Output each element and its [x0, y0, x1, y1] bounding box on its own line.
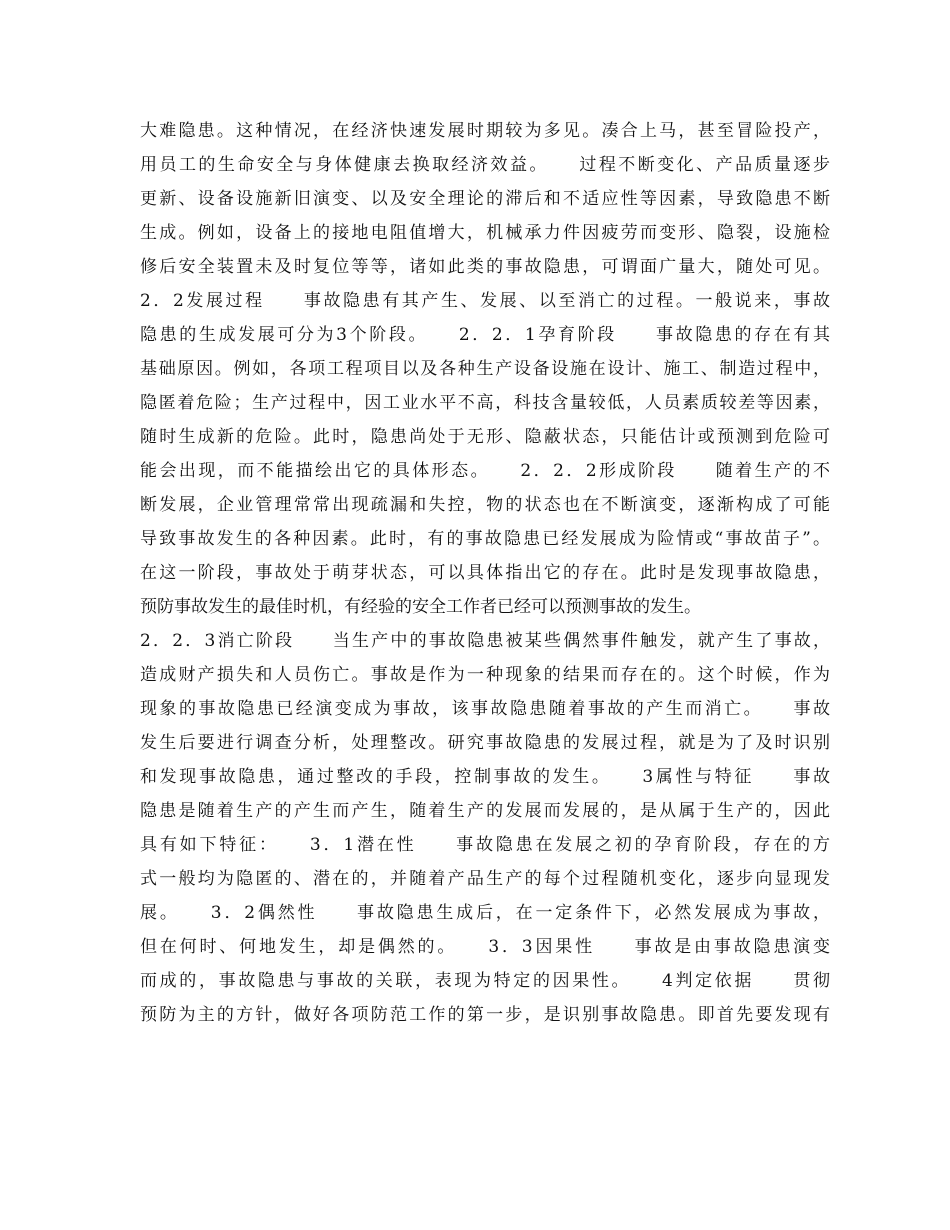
text-line: 展。 3．2偶然性 事故隐患生成后，在一定条件下，必然发展成为事故，	[140, 903, 830, 923]
body-text	[140, 114, 830, 1032]
text-line: 发生后要进行调查分析，处理整改。研究事故隐患的发展过程，就是为了及时识别	[140, 733, 830, 753]
text-line: 生成。例如，设备上的接地电阻值增大，机械承力件因疲劳而变形、隐裂，设施检	[140, 223, 830, 243]
text-line: 大难隐患。这种情况，在经济快速发展时期较为多见。凑合上马，甚至冒险投产，	[140, 121, 830, 141]
text-line: 2．2发展过程 事故隐患有其产生、发展、以至消亡的过程。一般说来，事故	[140, 291, 830, 311]
text-line: 基础原因。例如，各项工程项目以及各种生产设备设施在设计、施工、制造过程中，	[140, 359, 830, 379]
text-line: 2．2．3消亡阶段 当生产中的事故隐患被某些偶然事件触发，就产生了事故，	[140, 631, 830, 651]
text-line: 预防事故发生的最佳时机，有经验的安全工作者已经可以预测事故的发生。	[140, 597, 701, 617]
text-line: 和发现事故隐患，通过整改的手段，控制事故的发生。 3属性与特征 事故	[140, 767, 830, 787]
text-line: 式一般均为隐匿的、潜在的，并随着产品生产的每个过程随机变化，逐步向显现发	[140, 869, 830, 889]
text-line: 但在何时、何地发生，却是偶然的。 3．3因果性 事故是由事故隐患演变	[140, 937, 830, 957]
text-line: 具有如下特征： 3．1潜在性 事故隐患在发展之初的孕育阶段，存在的方	[140, 835, 830, 855]
text-line: 导致事故发生的各种因素。此时，有的事故隐患已经发展成为险情或“事故苗子”。	[140, 529, 830, 549]
text-line: 造成财产损失和人员伤亡。事故是作为一种现象的结果而存在的。这个时候，作为	[140, 665, 830, 685]
text-line: 能会出现，而不能描绘出它的具体形态。 2．2．2形成阶段 随着生产的不	[140, 461, 830, 481]
text-line: 修后安全装置未及时复位等等，诸如此类的事故隐患，可谓面广量大，随处可见。	[140, 257, 830, 277]
text-line: 而成的，事故隐患与事故的关联，表现为特定的因果性。 4判定依据 贯彻	[140, 971, 830, 991]
text-line: 在这一阶段，事故处于萌芽状态，可以具体指出它的存在。此时是发现事故隐患，	[140, 563, 830, 583]
text-line: 隐患的生成发展可分为3个阶段。 2．2．1孕育阶段 事故隐患的存在有其	[140, 325, 830, 345]
text-line: 隐匿着危险；生产过程中，因工业水平不高，科技含量较低，人员素质较差等因素，	[140, 393, 830, 413]
text-line: 断发展，企业管理常常出现疏漏和失控，物的状态也在不断演变，逐渐构成了可能	[140, 495, 830, 515]
text-line: 预防为主的方针，做好各项防范工作的第一步，是识别事故隐患。即首先要发现有	[140, 1005, 830, 1025]
text-line: 随时生成新的危险。此时，隐患尚处于无形、隐蔽状态，只能估计或预测到危险可	[140, 427, 830, 447]
text-line: 用员工的生命安全与身体健康去换取经济效益。 过程不断变化、产品质量逐步	[140, 155, 830, 175]
text-line: 现象的事故隐患已经演变成为事故，该事故隐患随着事故的产生而消亡。 事故	[140, 699, 830, 719]
text-line: 更新、设备设施新旧演变、以及安全理论的滞后和不适应性等因素，导致隐患不断	[140, 189, 830, 209]
text-line: 隐患是随着生产的产生而产生，随着生产的发展而发展的，是从属于生产的，因此	[140, 801, 830, 821]
